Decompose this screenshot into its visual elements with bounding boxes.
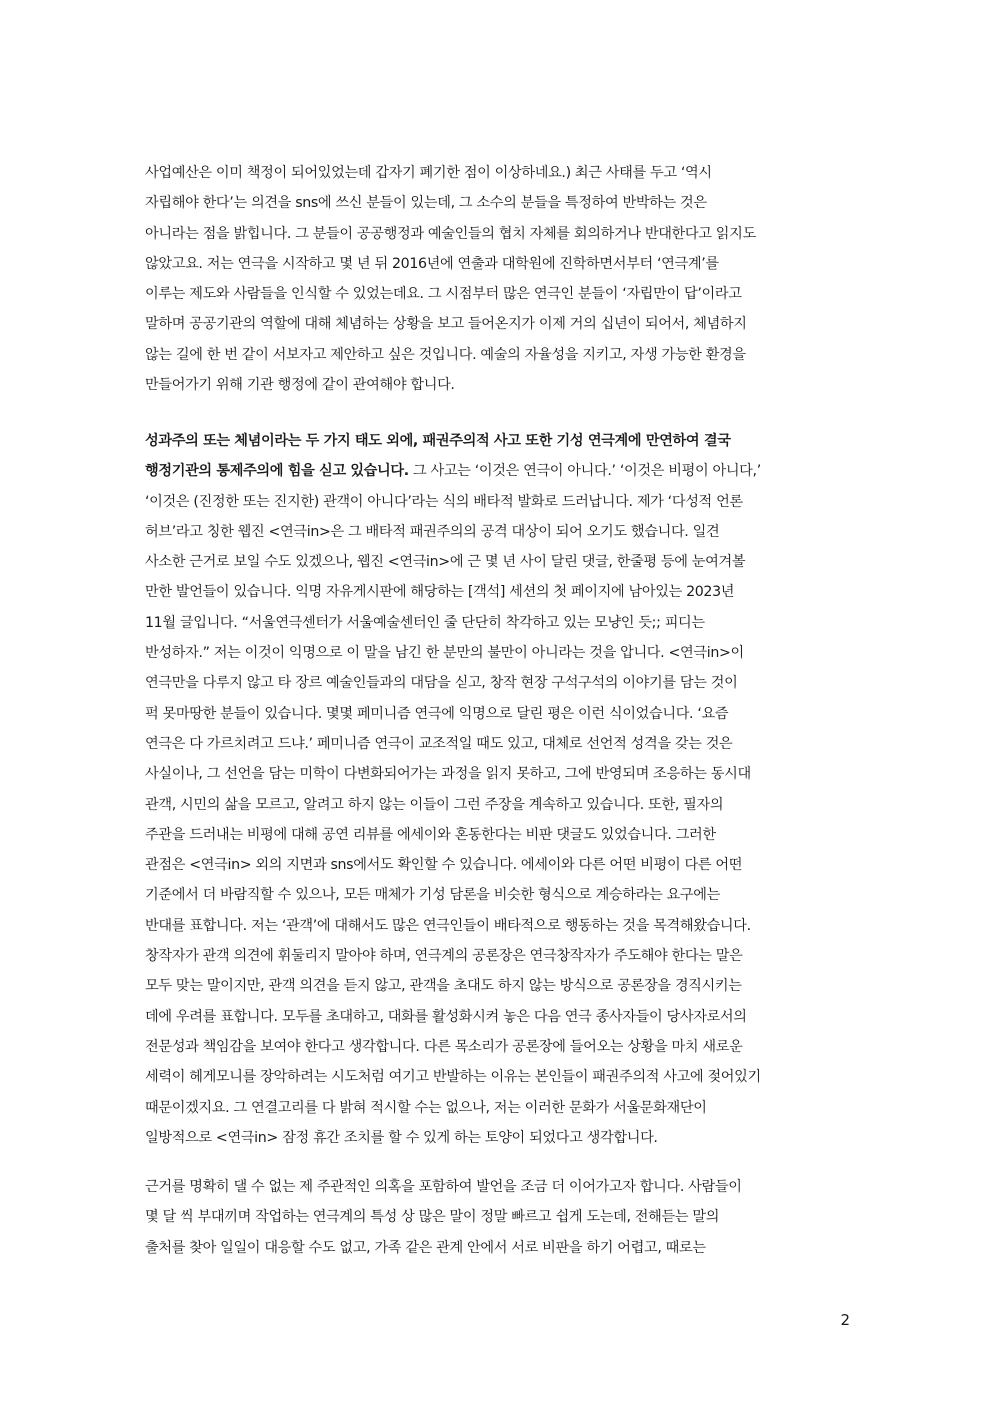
text-line xyxy=(145,880,850,910)
text-segment: 세력이 헤게모니를 장악하려는 시도처럼 여기고 반발하는 이유는 본인들이 패권주의적 사고에 젖어있기 xyxy=(145,1069,761,1086)
paragraph-3 xyxy=(145,1172,850,1263)
text-line xyxy=(145,1032,850,1062)
text-segment: 사업예산은 이미 책정이 되어있었는데 갑자기 폐기한 점이 이상하네요.) 최근 사태를 두고 ‘역시 xyxy=(145,165,712,181)
text-line xyxy=(145,309,850,339)
text-line xyxy=(145,1123,850,1153)
text-segment: 근거를 명확히 댈 수 없는 제 주관적인 의혹을 포함하여 발언을 조금 더 이어가고자 합니다. 사람들이 xyxy=(145,1179,742,1195)
text-line xyxy=(145,426,850,456)
text-line xyxy=(145,219,850,249)
text-line xyxy=(145,941,850,971)
text-segment: 모두 맞는 말이지만, 관객 의견을 듣지 않고, 관객을 초대도 하지 않는 방식으로 공론장을 경직시키는 xyxy=(145,978,742,995)
text-segment: 만한 발언들이 있습니다. 익명 자유게시판에 해당하는 [객석] 세션의 첫 페이지에 남아있는 2023년 xyxy=(145,584,735,601)
text-segment: 때문이겠지요. 그 연결고리를 다 밝혀 적시할 수는 없으나, 저는 이러한 문화가 서울문화재단이 xyxy=(145,1099,707,1116)
text-segment: 반대를 표합니다. 저는 ‘관객’에 대해서도 많은 연극인들이 배타적으로 행동하는 것을 목격해왔습니다. xyxy=(145,917,751,934)
text-line xyxy=(145,517,850,547)
text-line xyxy=(145,759,850,789)
text-line xyxy=(145,790,850,820)
text-line xyxy=(145,911,850,941)
text-segment: 연극만을 다루지 않고 타 장르 예술인들과의 대담을 싣고, 창작 현장 구석구석의 이야기를 담는 것이 xyxy=(145,675,738,692)
text-line xyxy=(145,1062,850,1092)
text-segment: 자립해야 한다’는 의견을 sns에 쓰신 분들이 있는데, 그 소수의 분들을 특정하여 반박하는 것은 xyxy=(145,195,707,212)
text-line xyxy=(145,456,850,486)
text-line xyxy=(145,971,850,1001)
text-segment: 창작자가 관객 의견에 휘둘리지 말아야 하며, 연극계의 공론장은 연극창작자가 주도해야 한다는 말은 xyxy=(145,948,743,965)
text-line xyxy=(145,1093,850,1123)
text-line xyxy=(145,158,850,188)
text-line xyxy=(145,608,850,638)
page-number: 2 xyxy=(840,1311,850,1329)
text-segment: 퍽 못마땅한 분들이 있습니다. 몇몇 페미니즘 연극에 익명으로 달린 평은 이런 식이었습니다. ‘요즘 xyxy=(145,705,729,722)
text-line xyxy=(145,1233,850,1263)
text-line xyxy=(145,487,850,517)
text-segment: 허브’라고 칭한 웹진 <연극in>은 그 배타적 패권주의의 공격 대상이 되어 오기도 했습니다. 일견 xyxy=(145,523,720,540)
text-segment: 데에 우려를 표합니다. 모두를 초대하고, 대화를 활성화시켜 놓은 다음 연극 종사자들이 당사자로서의 xyxy=(145,1008,747,1025)
text-line xyxy=(145,279,850,309)
text-segment: 연극은 다 가르치려고 드냐.’ 페미니즘 연극이 교조적일 때도 있고, 대체로 선언적 성격을 갖는 것은 xyxy=(145,735,733,752)
text-segment: 이루는 제도와 사람들을 인식할 수 있었는데요. 그 시점부터 많은 연극인 분들이 ‘자립만이 답’이라고 xyxy=(145,286,742,303)
text-segment: 일방적으로 <연극in> 잠정 휴간 조치를 할 수 있게 하는 토양이 되었다고 생각합니다. xyxy=(145,1129,658,1146)
text-line xyxy=(145,668,850,698)
text-segment: 만들어가기 위해 기관 행정에 같이 관여해야 합니다. xyxy=(145,377,455,394)
bold-text-segment: 성과주의 또는 체념이라는 두 가지 태도 외에, 패권주의적 사고 또한 기성 연극계에 만연하여 결국 xyxy=(145,433,731,449)
paragraph-1 xyxy=(145,158,850,400)
text-segment: 사실이나, 그 선언을 담는 미학이 다변화되어가는 과정을 읽지 못하고, 그에 반영되며 조응하는 동시대 xyxy=(145,766,751,783)
text-segment: 않았고요. 저는 연극을 시작하고 몇 년 뒤 2016년에 연출과 대학원에 진학하면서부터 ‘연극계’를 xyxy=(145,255,719,272)
paragraph-2 xyxy=(145,426,850,1153)
text-segment: 출처를 찾아 일일이 대응할 수도 없고, 가족 같은 관계 안에서 서로 비판을 하기 어렵고, 때로는 xyxy=(145,1239,706,1256)
text-line xyxy=(145,638,850,668)
text-segment: 전문성과 책임감을 보여야 한다고 생각합니다. 다른 목소리가 공론장에 들어오는 상황을 마치 새로운 xyxy=(145,1038,743,1055)
text-segment: ‘이것은 (진정한 또는 진지한) 관객이 아니다’라는 식의 배타적 발화로 드러납니다. 제가 ‘다성적 언론 xyxy=(145,493,743,510)
text-segment: 말하며 공공기관의 역할에 대해 체념하는 상황을 보고 들어온지가 이제 거의 십년이 되어서, 체념하지 xyxy=(145,316,747,333)
text-line xyxy=(145,850,850,880)
text-line xyxy=(145,249,850,279)
text-segment: 반성하자.” 저는 이것이 익명으로 이 말을 남긴 한 분만의 불만이 아니라는 것을 압니다. <연극in>이 xyxy=(145,645,744,662)
text-line xyxy=(145,699,850,729)
text-line xyxy=(145,577,850,607)
text-line xyxy=(145,1202,850,1232)
text-line xyxy=(145,1002,850,1032)
text-line xyxy=(145,729,850,759)
text-segment: 기준에서 더 바람직할 수 있으나, 모든 매체가 기성 담론을 비슷한 형식으로 계승하라는 요구에는 xyxy=(145,887,720,904)
text-segment: 않는 길에 한 번 같이 서보자고 제안하고 싶은 것입니다. 예술의 자율성을 지키고, 자생 가능한 환경을 xyxy=(145,346,746,363)
text-line xyxy=(145,340,850,370)
text-segment: 그 사고는 ‘이것은 연극이 아니다.’ ‘이것은 비평이 아니다,’ xyxy=(408,463,761,480)
text-line xyxy=(145,1172,850,1202)
text-segment: 아니라는 점을 밝힙니다. 그 분들이 공공행정과 예술인들의 협치 자체를 회의하거나 반대한다고 읽지도 xyxy=(145,225,756,242)
text-segment: 관점은 <연극in> 외의 지면과 sns에서도 확인할 수 있습니다. 에세이와 다른 어떤 비평이 다른 어떤 xyxy=(145,857,743,874)
text-segment: 관객, 시민의 삶을 모르고, 알려고 하지 않는 이들이 그런 주장을 계속하고 있습니다. 또한, 필자의 xyxy=(145,796,724,813)
text-segment: 사소한 근거로 보일 수도 있겠으나, 웹진 <연극in>에 근 몇 년 사이 달린 댓글, 한줄평 등에 눈여겨볼 xyxy=(145,554,746,571)
text-line xyxy=(145,547,850,577)
text-line xyxy=(145,820,850,850)
text-line xyxy=(145,188,850,218)
text-segment: 몇 달 씩 부대끼며 작업하는 연극계의 특성 상 많은 말이 정말 빠르고 쉽게 도는데, 전해듣는 말의 xyxy=(145,1209,720,1226)
text-segment: 11월 글입니다. “서울연극센터가 서울예술센터인 줄 단단히 착각하고 있는 모냥인 듯;; 피디는 xyxy=(145,614,705,631)
bold-text-segment: 행정기관의 통제주의에 힘을 싣고 있습니다. xyxy=(145,463,409,480)
text-segment: 주관을 드러내는 비평에 대해 공연 리뷰를 에세이와 혼동한다는 비판 댓글도 있었습니다. 그러한 xyxy=(145,826,716,843)
text-line xyxy=(145,370,850,400)
